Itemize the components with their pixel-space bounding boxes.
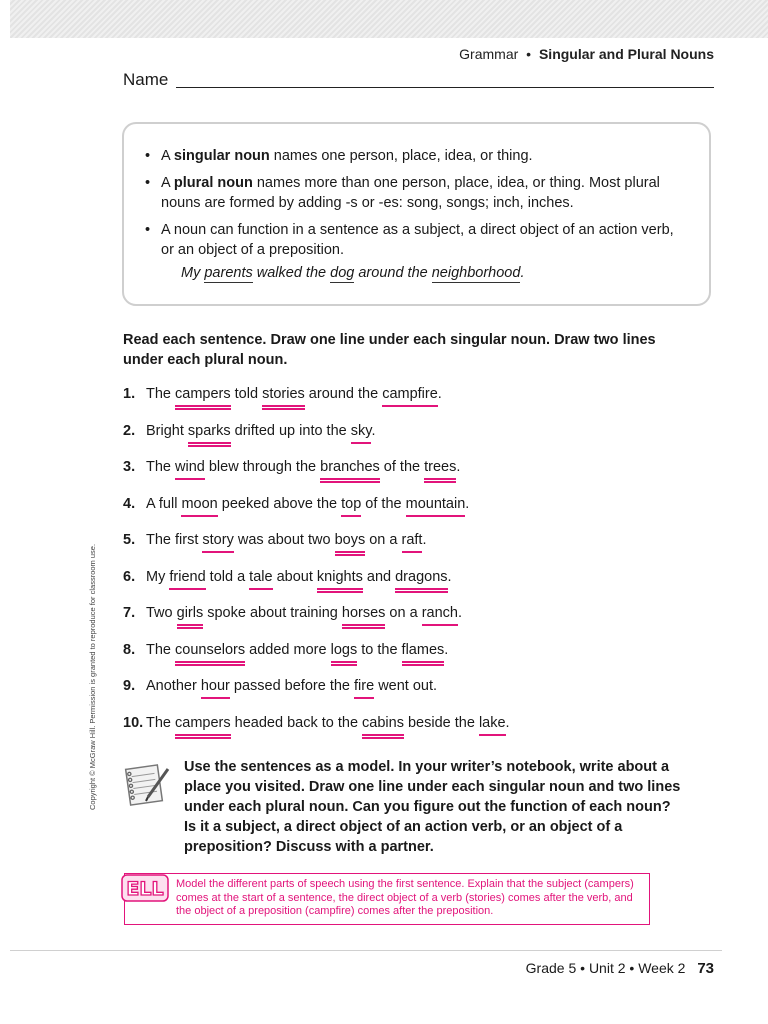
footer-unit: Unit 2 bbox=[588, 960, 626, 976]
sentence-text: . bbox=[444, 641, 449, 658]
sentence-number: 3. bbox=[123, 459, 136, 475]
writing-prompt: Use the sentences as a model. In your writer’s notebook, write about a place you visited. Draw one line under each singular noun and two lines under each plural noun. Can you figure out the function of each noun? Is it a subject, a direct object of an action verb, or an object of a preposition? Discuss with a partner. bbox=[184, 759, 681, 855]
name-label: Name bbox=[123, 70, 169, 89]
sentence-text: about bbox=[272, 568, 317, 585]
sentence-text: of the bbox=[379, 459, 425, 475]
name-line[interactable] bbox=[176, 87, 714, 88]
plural-noun: dragons bbox=[395, 569, 447, 593]
rule-post: names more than one person, place, idea, or thing. Most plural nouns are formed by adding -s or -es: song, songs; inch, inches. bbox=[161, 175, 660, 211]
sentence-item bbox=[123, 494, 469, 514]
sentence-number: 6. bbox=[123, 568, 136, 585]
sentence-text: added more bbox=[245, 641, 331, 658]
sentence-number: 2. bbox=[123, 422, 136, 439]
sentence-text: . bbox=[371, 422, 376, 439]
sentence-text: . bbox=[447, 568, 452, 585]
header-subject: Grammar bbox=[459, 46, 519, 62]
plural-noun: counselors bbox=[175, 642, 245, 666]
sentence-item bbox=[123, 457, 460, 477]
singular-noun: ranch bbox=[422, 605, 458, 626]
copyright-notice: Copyright © McGraw Hill. Permission is granted to reproduce for classroom use. bbox=[88, 543, 97, 810]
sentence-number: 5. bbox=[123, 532, 136, 548]
sentence-text: The bbox=[146, 714, 176, 731]
singular-noun: friend bbox=[169, 569, 205, 590]
sentence-text: . bbox=[465, 495, 470, 512]
sentence-text: of the bbox=[361, 495, 406, 512]
sentence-text: headed back to the bbox=[230, 714, 363, 731]
plural-noun: knights bbox=[317, 569, 363, 593]
sentence-number: 4. bbox=[123, 495, 136, 512]
sentence-text: A full bbox=[146, 495, 182, 512]
plural-noun: horses bbox=[342, 605, 386, 629]
plural-noun: flames bbox=[402, 642, 445, 666]
sentence-text: around the bbox=[304, 386, 383, 402]
sentence-text: Bright bbox=[146, 422, 188, 439]
sentence-item bbox=[123, 567, 452, 587]
rule-text bbox=[161, 146, 675, 166]
rule-post: names one person, place, idea, or thing. bbox=[269, 148, 533, 164]
sentence-text: and bbox=[362, 568, 396, 585]
singular-noun: campfire bbox=[382, 386, 438, 407]
singular-noun: sky bbox=[351, 423, 372, 444]
example-text: . bbox=[520, 265, 525, 281]
rule-pre: A bbox=[161, 175, 174, 191]
plural-noun: boys bbox=[335, 532, 366, 556]
sentence-text: . bbox=[456, 459, 461, 475]
page-number: 73 bbox=[697, 960, 714, 977]
singular-noun: fire bbox=[354, 678, 374, 699]
footer-divider bbox=[10, 950, 722, 951]
sentence-item bbox=[123, 713, 510, 733]
rule-bullet-3 bbox=[145, 220, 675, 260]
sentence-number: 10. bbox=[123, 714, 144, 731]
sentence-number: 1. bbox=[123, 386, 136, 402]
singular-noun: lake bbox=[479, 715, 506, 736]
sentence-text: drifted up into the bbox=[230, 422, 351, 439]
footer-week: Week 2 bbox=[638, 960, 686, 976]
sentence-text: The first bbox=[146, 532, 203, 548]
plural-noun: cabins bbox=[362, 715, 404, 739]
footer-grade: Grade 5 bbox=[525, 960, 577, 976]
rule-post: A noun can function in a sentence as a subject, a direct object of an action verb, or an object of a preposition. bbox=[161, 222, 674, 258]
bullet-dot: • bbox=[145, 222, 151, 238]
singular-noun: hour bbox=[201, 678, 230, 699]
rule-text bbox=[161, 173, 675, 213]
page-footer: Grade 5 • Unit 2 • Week 2 73 bbox=[525, 960, 714, 977]
ell-logo bbox=[121, 873, 169, 903]
sentence-text: . bbox=[437, 386, 442, 402]
plural-noun: campers bbox=[175, 715, 231, 739]
example-sentence bbox=[181, 265, 524, 281]
example-text: around the bbox=[354, 265, 432, 281]
sentence-text: Another bbox=[146, 678, 201, 694]
example-text: walked the bbox=[252, 265, 331, 281]
sentence-item bbox=[123, 676, 437, 696]
sentence-text: went out. bbox=[374, 678, 438, 694]
sentence-text: The bbox=[146, 386, 176, 402]
plural-noun: branches bbox=[320, 459, 380, 483]
sentence-text: was about two bbox=[233, 532, 335, 548]
sentence-number: 9. bbox=[123, 678, 136, 694]
plural-noun: sparks bbox=[188, 423, 231, 447]
sentence-text: beside the bbox=[403, 714, 479, 731]
sentence-text: passed before the bbox=[229, 678, 355, 694]
example-text: My bbox=[181, 265, 205, 281]
instructions: Read each sentence. Draw one line under each singular noun. Draw two lines under each plural noun. bbox=[123, 332, 656, 368]
sentence-item bbox=[123, 421, 375, 441]
singular-noun: raft bbox=[402, 532, 423, 553]
sentence-text: peeked above the bbox=[217, 495, 342, 512]
sentence-text: The bbox=[146, 459, 176, 475]
rule-bullet-1 bbox=[145, 146, 675, 166]
rule-term: plural noun bbox=[173, 175, 253, 191]
sentence-number: 8. bbox=[123, 641, 136, 658]
ell-logo-text: ELL bbox=[126, 878, 164, 900]
example-noun: dog bbox=[330, 265, 355, 281]
sentence-text: blew through the bbox=[204, 459, 321, 475]
rule-text bbox=[161, 220, 675, 260]
rule-term: singular noun bbox=[173, 148, 270, 164]
sentence-text: . bbox=[505, 714, 510, 731]
header-separator: • bbox=[526, 46, 532, 62]
sentence-text: . bbox=[422, 532, 427, 548]
sentence-text: on a bbox=[365, 532, 402, 548]
rule-bullet-2 bbox=[145, 173, 675, 213]
bullet-dot: • bbox=[145, 175, 151, 191]
singular-noun: story bbox=[202, 532, 233, 553]
sentence-text: The bbox=[146, 641, 176, 658]
example-noun: neighborhood bbox=[431, 265, 521, 281]
sentence-text: told bbox=[230, 386, 263, 402]
sentence-text: . bbox=[457, 605, 462, 621]
sentence-text: to the bbox=[357, 641, 402, 658]
singular-noun: moon bbox=[181, 496, 217, 517]
page-header bbox=[459, 46, 714, 62]
plural-noun: logs bbox=[331, 642, 358, 666]
sentence-item bbox=[123, 640, 448, 660]
sentence-text: told a bbox=[205, 568, 250, 585]
sentence-text: on a bbox=[385, 605, 422, 621]
plural-noun: stories bbox=[262, 386, 305, 410]
sentence-item bbox=[123, 384, 442, 404]
ell-note: Model the different parts of speech using the first sentence. Explain that the subject (campers) comes at the start of a sentence, the direct object of a verb (stories) comes after the verb, and the object of a preposition (campfire) comes after the preposition. bbox=[176, 878, 634, 917]
sentence-number: 7. bbox=[123, 605, 136, 621]
sentence-text: spoke about training bbox=[203, 605, 342, 621]
example-noun: parents bbox=[204, 265, 253, 281]
sentence-text: Two bbox=[146, 605, 177, 621]
rule-pre: A bbox=[161, 148, 174, 164]
plural-noun: girls bbox=[177, 605, 204, 629]
singular-noun: mountain bbox=[406, 496, 466, 517]
sentence-text: My bbox=[146, 568, 170, 585]
singular-noun: wind bbox=[175, 459, 205, 480]
singular-noun: tale bbox=[249, 569, 272, 590]
singular-noun: top bbox=[341, 496, 361, 517]
sentence-item bbox=[123, 530, 426, 550]
sentence-item bbox=[123, 603, 462, 623]
bullet-dot: • bbox=[145, 148, 151, 164]
plural-noun: campers bbox=[175, 386, 231, 410]
plural-noun: trees bbox=[424, 459, 456, 483]
header-topic: Singular and Plural Nouns bbox=[538, 46, 714, 62]
notebook-icon bbox=[124, 763, 172, 807]
